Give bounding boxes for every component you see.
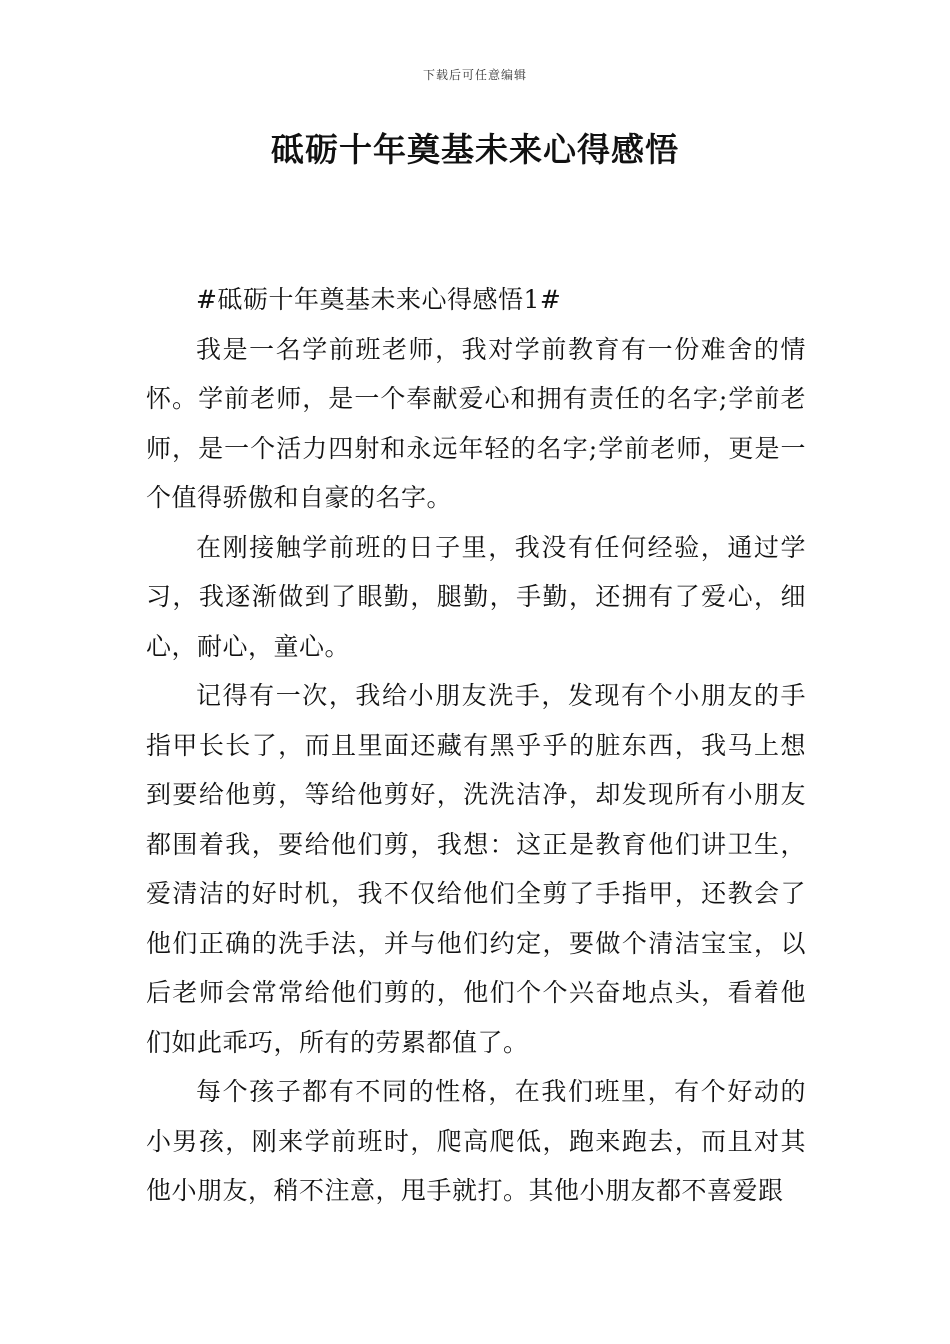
paragraph: 在刚接触学前班的日子里，我没有任何经验，通过学习，我逐渐做到了眼勤，腿勤，手勤，还拥有了爱心，细心，耐心，童心。 <box>146 532 806 661</box>
section-heading: #砥砺十年奠基未来心得感悟1# <box>196 285 562 314</box>
paragraph: 记得有一次，我给小朋友洗手，发现有个小朋友的手指甲长长了，而且里面还藏有黑乎乎的脏东西，我马上想到要给他剪，等给他剪好，洗洗洁净，却发现所有小朋友都围着我，要给他们剪，我想：这正是教育他们讲卫生，爱清洁的好时机，我不仅给他们全剪了手指甲，还教会了他们正确的洗手法，并与他们约定，要做个清洁宝宝，以后老师会常常给他们剪的，他们个个兴奋地点头，看着他们如此乖巧，所有的劳累都值了。 <box>146 681 806 1057</box>
document-title: 砥砺十年奠基未来心得感悟 <box>271 130 679 169</box>
header-note: 下载后可任意编辑 <box>422 68 527 82</box>
paragraph: 我是一名学前班老师，我对学前教育有一份难舍的情怀。学前老师，是一个奉献爱心和拥有责任的名字;学前老师，是一个活力四射和永远年轻的名字;学前老师，更是一个值得骄傲和自豪的名字。 <box>146 334 806 512</box>
document-body <box>146 275 806 1216</box>
paragraph: 每个孩子都有不同的性格，在我们班里，有个好动的小男孩，刚来学前班时，爬高爬低，跑来跑去，而且对其他小朋友，稍不注意，甩手就打。其他小朋友都不喜爱跟 <box>146 1077 806 1205</box>
